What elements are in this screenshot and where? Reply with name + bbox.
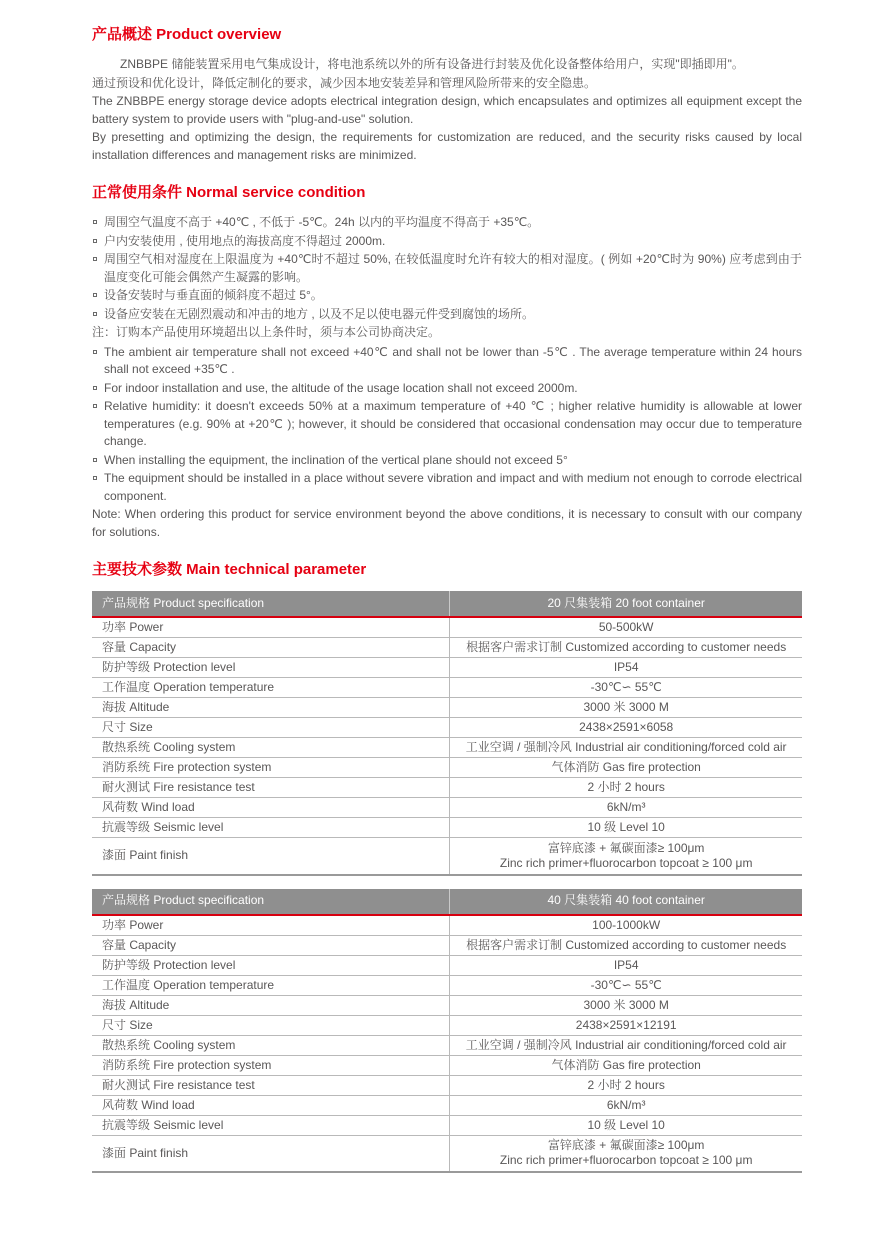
condition-item-en [92, 380, 802, 398]
spec-name: 工作温度 Operation temperature [92, 975, 450, 995]
table-row [92, 1135, 802, 1172]
overview-paragraph-en-2: By presetting and optimizing the design, the requirements for customization are reduced, and the security risks caused by local installation differences and management risks are minimized. [92, 130, 802, 162]
table-row [92, 818, 802, 838]
spec-value: 10 级 Level 10 [450, 1115, 802, 1135]
spec-value-line-2: Zinc rich primer+fluorocarbon topcoat ≥ 100 μm [499, 855, 753, 870]
table-row [92, 798, 802, 818]
spec-name: 尺寸 Size [92, 718, 450, 738]
square-bullet-icon [93, 239, 97, 243]
table-row [92, 758, 802, 778]
spec-value: 2 小时 2 hours [450, 778, 802, 798]
condition-text: 周围空气温度不高于 +40℃ , 不低于 -5℃。24h 以内的平均温度不得高于 +35℃。 [104, 215, 540, 229]
square-bullet-icon [93, 458, 97, 462]
spec-value: 2438×2591×6058 [450, 718, 802, 738]
spec-value: IP54 [450, 658, 802, 678]
spec-name: 容量 Capacity [92, 638, 450, 658]
square-bullet-icon [93, 404, 97, 408]
spec-header-right: 40 尺集装箱 40 foot container [450, 889, 802, 915]
table-row [92, 935, 802, 955]
spec-name: 漆面 Paint finish [102, 848, 189, 863]
spec-value: -30℃∽ 55℃ [450, 678, 802, 698]
square-bullet-icon [93, 293, 97, 297]
table-row [92, 638, 802, 658]
table-row [92, 738, 802, 758]
spec-name: 功率 Power [92, 915, 450, 936]
main-parameters-heading: 主要技术参数 Main technical parameter [92, 561, 367, 578]
spec-value: 100-1000kW [450, 915, 802, 936]
condition-text: 户内安装使用 , 使用地点的海拔高度不得超过 2000m. [104, 233, 386, 248]
condition-item-en [92, 452, 802, 470]
table-row [92, 778, 802, 798]
condition-text: When installing the equipment, the inclination of the vertical plane should not exceed 5° [104, 452, 568, 467]
spec-value [450, 838, 802, 875]
square-bullet-icon [93, 257, 97, 261]
spec-value: 10 级 Level 10 [450, 818, 802, 838]
spec-name: 容量 Capacity [92, 935, 450, 955]
spec-value: 根据客户需求订制 Customized according to customer needs [450, 638, 802, 658]
table-row [92, 838, 802, 875]
spec-table-20ft [92, 591, 802, 876]
condition-text: 设备安装时与垂直面的倾斜度不超过 5°。 [104, 288, 323, 302]
spec-header-left: 产品规格 Product specification [92, 591, 450, 617]
spec-value: 根据客户需求订制 Customized according to customer needs [450, 935, 802, 955]
spec-value: 2438×2591×12191 [450, 1015, 802, 1035]
spec-value: 3000 米 3000 M [450, 995, 802, 1015]
condition-item-en [92, 344, 802, 379]
condition-item-cn [92, 251, 802, 286]
spec-value: 2 小时 2 hours [450, 1075, 802, 1095]
spec-name: 风荷数 Wind load [92, 798, 450, 818]
condition-text: 周围空气相对湿度在上限温度为 +40℃时不超过 50%, 在较低温度时允许有较大的相对湿度。( 例如 +20℃时为 90%) 应考虑到由于温度变化可能会偶然产生凝露的影响。 [104, 252, 802, 284]
spec-value: 50-500kW [450, 617, 802, 638]
table-row [92, 995, 802, 1015]
condition-item-cn [92, 287, 802, 305]
spec-name: 风荷数 Wind load [92, 1095, 450, 1115]
table-row [92, 1035, 802, 1055]
spec-value: 工业空调 / 强制冷风 Industrial air conditioning/forced cold air [450, 1035, 802, 1055]
service-condition-heading: 正常使用条件 Normal service condition [92, 184, 366, 201]
spec-name: 消防系统 Fire protection system [92, 1055, 450, 1075]
spec-table-40ft [92, 889, 802, 1174]
spec-name: 散热系统 Cooling system [92, 1035, 450, 1055]
condition-text: For indoor installation and use, the altitude of the usage location shall not exceed 2000m. [104, 380, 578, 395]
spec-value-line-2: Zinc rich primer+fluorocarbon topcoat ≥ 100 μm [499, 1153, 753, 1168]
spec-name: 散热系统 Cooling system [92, 738, 450, 758]
overview-paragraph-cn-2: 通过预设和优化设计，降低定制化的要求，减少因本地安装差异和管理风险所带来的安全隐患。 [92, 75, 597, 90]
condition-item-en [92, 470, 802, 505]
condition-note-en: Note: When ordering this product for service environment beyond the above conditions, it is necessary to consult with our company for solutions. [92, 507, 802, 539]
square-bullet-icon [93, 476, 97, 480]
table-row [92, 1015, 802, 1035]
spec-name: 抗震等级 Seismic level [92, 818, 450, 838]
spec-name: 漆面 Paint finish [102, 1145, 189, 1160]
spec-value: IP54 [450, 955, 802, 975]
square-bullet-icon [93, 386, 97, 390]
condition-text: Relative humidity: it doesn't exceeds 50% at a maximum temperature of +40 ℃ ; higher relative humidity is allowable at lower temperatures (e.g. 90% at +20℃ ); however, it should be considered that occasional condensation may occur due to temperature change. [104, 399, 802, 448]
product-overview-heading: 产品概述 Product overview [92, 26, 282, 43]
condition-note-cn: 注：订购本产品使用环境超出以上条件时，须与本公司协商决定。 [92, 325, 441, 339]
spec-name: 防护等级 Protection level [92, 658, 450, 678]
table-row [92, 1115, 802, 1135]
table-row [92, 955, 802, 975]
spec-name: 耐火测试 Fire resistance test [92, 778, 450, 798]
table-row [92, 1095, 802, 1115]
spec-name: 抗震等级 Seismic level [92, 1115, 450, 1135]
table-row [92, 718, 802, 738]
condition-item-cn [92, 306, 802, 324]
spec-value: 6kN/m³ [450, 798, 802, 818]
section-product-overview [92, 26, 802, 164]
spec-value: 3000 米 3000 M [450, 698, 802, 718]
spec-value: 气体消防 Gas fire protection [450, 1055, 802, 1075]
table-header-row [92, 889, 802, 915]
spec-name: 消防系统 Fire protection system [92, 758, 450, 778]
spec-name: 耐火测试 Fire resistance test [92, 1075, 450, 1095]
spec-value-line-1: 富锌底漆 + 氟碳面漆≥ 100μm [547, 840, 705, 855]
overview-paragraph-en-1: The ZNBBPE energy storage device adopts electrical integration design, which encapsulates and optimizes all equipment except the battery system to provide users with "plug-and-use" solution. [92, 94, 802, 126]
spec-value: -30℃∽ 55℃ [450, 975, 802, 995]
condition-text: 设备应安装在无剧烈震动和冲击的地方 , 以及不足以使电器元件受到腐蚀的场所。 [104, 306, 535, 321]
spec-name: 工作温度 Operation temperature [92, 678, 450, 698]
spec-header-left: 产品规格 Product specification [92, 889, 450, 915]
spec-value-line-1: 富锌底漆 + 氟碳面漆≥ 100μm [547, 1138, 705, 1153]
section-service-condition [92, 184, 802, 541]
condition-item-cn [92, 233, 802, 251]
square-bullet-icon [93, 220, 97, 224]
table-header-row [92, 591, 802, 617]
condition-item-en [92, 398, 802, 451]
table-row [92, 678, 802, 698]
spec-value: 气体消防 Gas fire protection [450, 758, 802, 778]
table-row [92, 1055, 802, 1075]
spec-name: 海拔 Altitude [92, 698, 450, 718]
overview-paragraph-cn-1: ZNBBPE 储能装置采用电气集成设计，将电池系统以外的所有设备进行封装及优化设备整体给用户，实现"即插即用"。 [120, 57, 744, 71]
spec-name: 防护等级 Protection level [92, 955, 450, 975]
condition-text: The ambient air temperature shall not exceed +40℃ and shall not be lower than -5℃ . The average temperature within 24 hours shall not exceed +35℃ . [104, 344, 802, 376]
condition-item-cn [92, 214, 802, 232]
spec-name: 海拔 Altitude [92, 995, 450, 1015]
condition-text: The equipment should be installed in a place without severe vibration and impact and with medium not enough to corrode electrical component. [104, 471, 802, 503]
spec-name: 功率 Power [92, 617, 450, 638]
section-main-parameters [92, 561, 802, 1173]
spec-name: 尺寸 Size [92, 1015, 450, 1035]
table-row [92, 1075, 802, 1095]
spec-header-right: 20 尺集装箱 20 foot container [450, 591, 802, 617]
spec-value: 工业空调 / 强制冷风 Industrial air conditioning/forced cold air [450, 738, 802, 758]
table-row [92, 975, 802, 995]
table-row [92, 915, 802, 936]
table-row [92, 658, 802, 678]
square-bullet-icon [93, 312, 97, 316]
spec-value: 6kN/m³ [450, 1095, 802, 1115]
table-row [92, 617, 802, 638]
table-row [92, 698, 802, 718]
spec-value [450, 1135, 802, 1172]
square-bullet-icon [93, 350, 97, 354]
